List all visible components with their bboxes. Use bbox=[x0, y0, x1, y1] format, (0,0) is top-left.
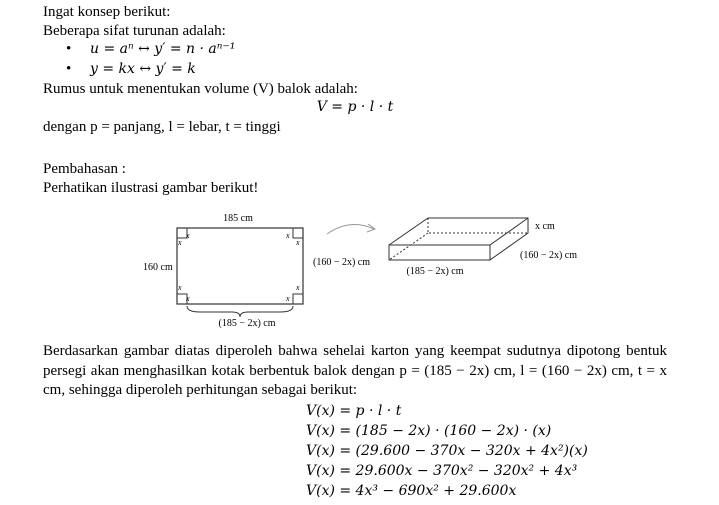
flat-bottom-label: (185 − 2x) cm bbox=[218, 318, 276, 329]
volume-formula: V = p · l · t bbox=[316, 99, 394, 115]
corner-x-label: x bbox=[178, 283, 182, 292]
explanation-paragraph: Berdasarkan gambar diatas diperoleh bahwa sehelai karton yang keempat sudutnya dipotong bentuk persegi akan menghasilkan kotak berbentuk balok dengan p = (185 − 2x) cm, l = (160 − 2x) cm, t = x cm, sehingga diperoleh perhitungan sebagai berikut: bbox=[43, 343, 667, 398]
derivation-line-5: V(x) = 4x³ − 690x² + 29.600x bbox=[306, 483, 517, 499]
box-width-label: (185 − 2x) cm bbox=[406, 266, 464, 277]
corner-x-label: x bbox=[286, 231, 290, 240]
flat-top-label: 185 cm bbox=[223, 213, 253, 224]
bullet-derivative-linear: y = kx ↔ y′ = k bbox=[90, 61, 196, 77]
corner-square bbox=[293, 294, 303, 304]
box-depth-label: (160 − 2x) cm bbox=[520, 250, 578, 261]
box-top-front-edge bbox=[389, 218, 528, 260]
corner-x-label: x bbox=[186, 294, 190, 303]
bottom-brace bbox=[187, 306, 293, 317]
derivation-line-2: V(x) = (185 − 2x) · (160 − 2x) · (x) bbox=[306, 423, 552, 439]
corner-x-label: x bbox=[296, 238, 300, 247]
derivation-line-1: V(x) = p · l · t bbox=[306, 403, 402, 419]
transform-arrow bbox=[327, 225, 374, 234]
flat-right-label: (160 − 2x) cm bbox=[313, 257, 371, 268]
box-outline bbox=[389, 218, 528, 260]
flat-left-label: 160 cm bbox=[143, 262, 173, 273]
box-height-label: x cm bbox=[535, 221, 555, 232]
volume-legend: dengan p = panjang, l = lebar, t = tinggi bbox=[43, 119, 281, 135]
bullet-dot: • bbox=[66, 61, 72, 77]
derivation-line-3: V(x) = (29.600 − 370x − 320x + 4x²)(x) bbox=[306, 443, 588, 459]
bullet-dot: • bbox=[66, 41, 72, 57]
figure-intro: Perhatikan ilustrasi gambar berikut! bbox=[43, 180, 259, 196]
intro-line-1: Ingat konsep berikut: bbox=[43, 4, 171, 20]
intro-line-2: Beberapa sifat turunan adalah: bbox=[43, 23, 226, 39]
corner-x-label: x bbox=[296, 283, 300, 292]
derivation-line-4: V(x) = 29.600x − 370x² − 320x² + 4x³ bbox=[306, 463, 578, 479]
volume-rule: Rumus untuk menentukan volume (V) balok adalah: bbox=[43, 81, 358, 97]
discussion-heading: Pembahasan : bbox=[43, 161, 126, 177]
bullet-derivative-power: u = aⁿ ↔ y′ = n · aⁿ⁻¹ bbox=[90, 41, 236, 57]
corner-square bbox=[293, 228, 303, 238]
corner-x-label: x bbox=[186, 231, 190, 240]
corner-x-label: x bbox=[286, 294, 290, 303]
box-hidden-edges bbox=[389, 218, 528, 260]
corner-x-label: x bbox=[178, 238, 182, 247]
flat-sheet bbox=[177, 228, 303, 304]
